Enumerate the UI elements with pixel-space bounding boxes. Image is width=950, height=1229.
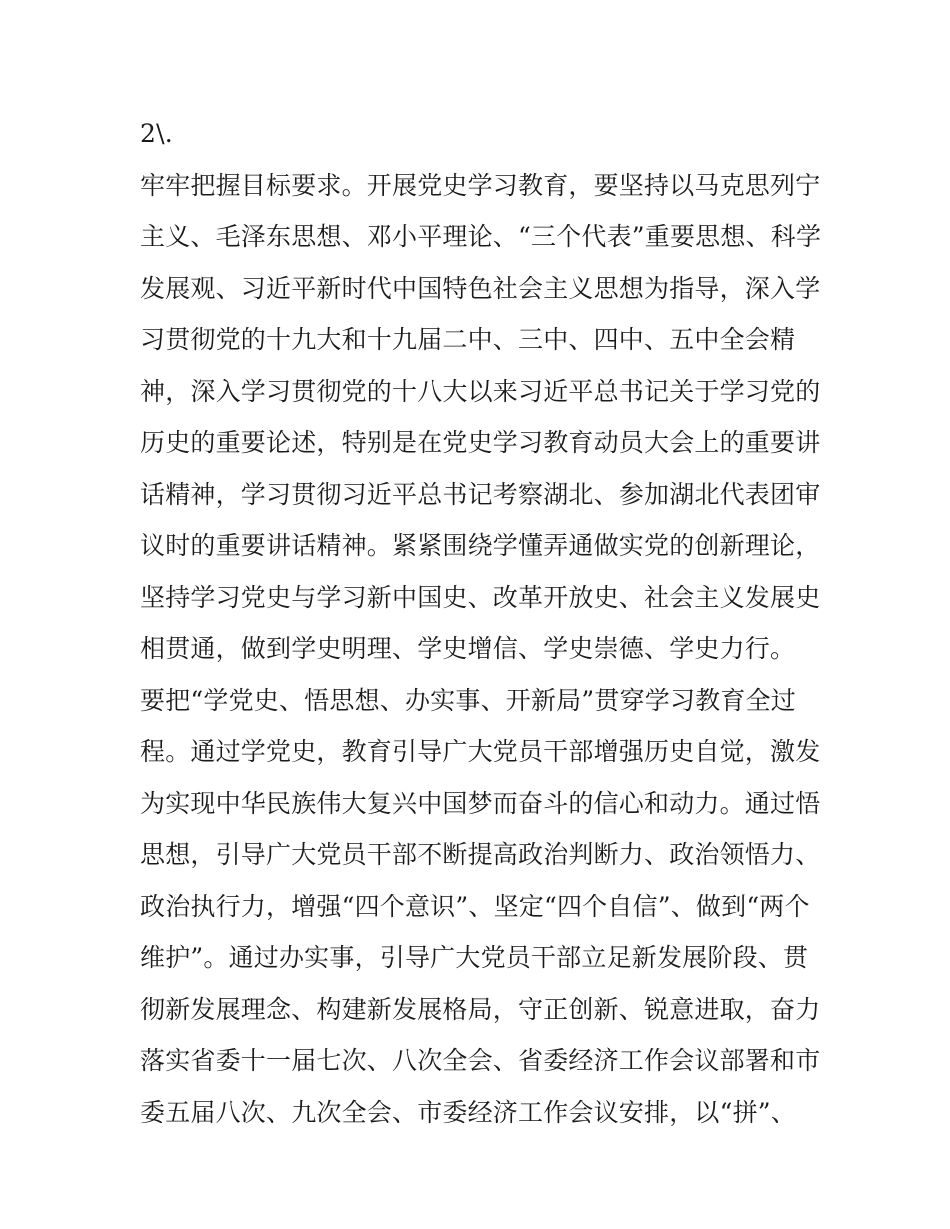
- body-line: 要把“学党史、悟思想、办实事、开新局”贯穿学习教育全过: [140, 685, 796, 715]
- body-line: 相贯通，做到学史明理、学史增信、学史崇德、学史力行。: [140, 634, 796, 663]
- body-line: 落实省委十一届七次、八次全会、省委经济工作会议部署和市: [140, 1046, 821, 1075]
- body-line: 委五届八次、九次全会、市委经济工作会议安排，以“拼”、: [140, 1097, 796, 1127]
- body-line: 为实现中华民族伟大复兴中国梦而奋斗的信心和动力。通过悟: [140, 788, 821, 818]
- body-line: 彻新发展理念、构建新发展格局，守正创新、锐意进取，奋力: [140, 994, 821, 1024]
- body-line: 议时的重要讲话精神。紧紧围绕学懂弄通做实党的创新理论，: [140, 531, 821, 560]
- body-line: 主义、毛泽东思想、邓小平理论、“三个代表”重要思想、科学: [140, 222, 822, 251]
- body-line: 坚持学习党史与学习新中国史、改革开放史、社会主义发展史: [140, 582, 821, 612]
- body-line: 神，深入学习贯彻党的十八大以来习近平总书记关于学习党的: [140, 376, 821, 406]
- body-line: 习贯彻党的十九大和十九届二中、三中、四中、五中全会精: [140, 325, 796, 354]
- body-line: 话精神，学习贯彻习近平总书记考察湖北、参加湖北代表团审: [140, 479, 821, 509]
- document-body: [140, 108, 830, 1138]
- body-line: 发展观、习近平新时代中国特色社会主义思想为指导，深入学: [140, 273, 821, 303]
- body-line: 维护”。通过办实事，引导广大党员干部立足新发展阶段、贯: [140, 943, 809, 972]
- body-line: 牢牢把握目标要求。开展党史学习教育，要坚持以马克思列宁: [140, 170, 821, 200]
- body-line: 历史的重要论述，特别是在党史学习教育动员大会上的重要讲: [140, 428, 821, 457]
- body-line: 程。通过学党史，教育引导广大党员干部增强历史自觉，激发: [140, 737, 821, 766]
- body-line: 思想，引导广大党员干部不断提高政治判断力、政治领悟力、: [140, 840, 821, 869]
- body-line: 政治执行力，增强“四个意识”、坚定“四个自信”、做到“两个: [140, 891, 810, 921]
- section-number: 2\.: [140, 119, 173, 148]
